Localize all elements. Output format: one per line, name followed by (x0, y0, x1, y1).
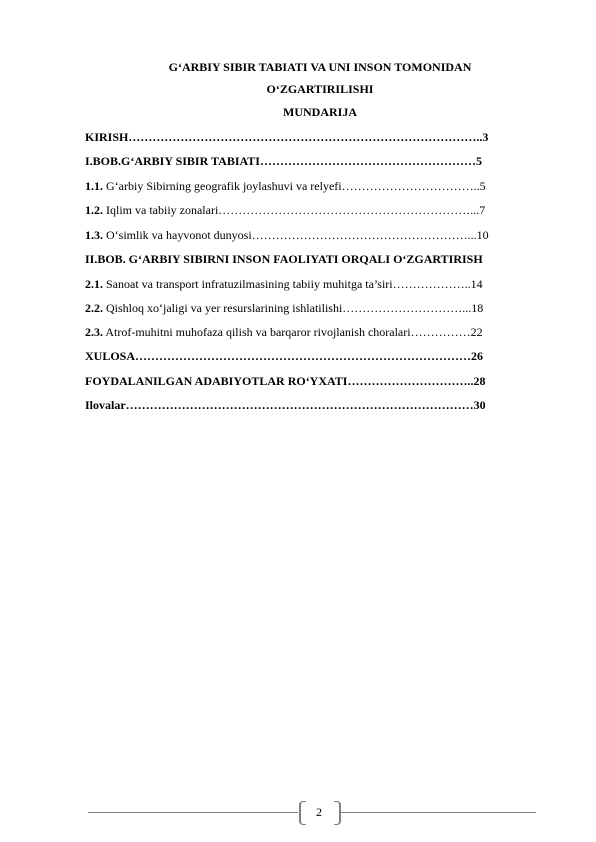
page-number: 2 (316, 805, 322, 819)
toc-entry-text: Qishloq xo‘jaligi va yer resurslarining ishlatilishi…………………………...18 (103, 301, 484, 315)
toc-entry-text: Ilovalar……………………………………………………………………………30 (85, 398, 486, 412)
toc-entry-number: 1.3. (85, 228, 103, 242)
toc-entry-text: Iqlim va tabiiy zonalari………………………………………………………...7 (103, 203, 486, 217)
toc-entry-kirish (85, 131, 488, 144)
toc-entry-xulosa (85, 350, 483, 363)
toc-entry-2-1 (85, 278, 483, 291)
toc-entry-text: G‘arbiy Sibirning geografik joylashuvi va relyefi……………………………..5 (103, 179, 486, 193)
toc-entry-text: KIRISH……………………………………………………………………………..3 (85, 130, 489, 144)
toc-entry-number: 1.1. (85, 179, 103, 193)
toc-entry-chapter-2 (85, 253, 483, 266)
toc-entry-2-3 (85, 326, 483, 339)
toc-entry-1-3 (85, 229, 489, 242)
toc-entry-number: 2.1. (85, 277, 103, 291)
toc-entry-text: FOYDALANILGAN ADABIYOTLAR RO‘YXATI…………………………..28 (85, 374, 486, 388)
toc-entry-text: Sanoat va transport infratuzilmasining tabiiy muhitga ta’siri………………..14 (103, 277, 483, 291)
contents-heading: MUNDARIJA (283, 105, 357, 119)
toc-entry-text: II.BOB. G‘ARBIY SIBIRNI INSON FAOLIYATI ORQALI O‘ZGARTIRISH (85, 252, 483, 266)
document-title-line-1: G‘ARBIY SIBIR TABIATI VA UNI INSON TOMONIDAN (168, 60, 472, 74)
toc-entry-1-1 (85, 180, 486, 193)
document-title-line-2: O‘ZGARTIRILISHI (266, 82, 374, 96)
toc-entry-1-2 (85, 204, 485, 217)
toc-entry-2-2 (85, 302, 483, 315)
footer-rule-right (340, 812, 536, 813)
toc-entry-text: I.BOB.G‘ARBIY SIBIR TABIATI………………………………………………5 (85, 154, 482, 168)
toc-entry-text: O‘simlik va hayvonot dunyosi………………………………………………...10 (103, 228, 489, 242)
toc-entry-number: 1.2. (85, 203, 103, 217)
page-number-bracket-right (334, 801, 341, 825)
footer-rule-left (88, 812, 298, 813)
toc-entry-text: XULOSA…………………………………………………………………………26 (85, 349, 484, 363)
toc-entry-number: 2.3. (85, 325, 103, 339)
toc-entry-text: Atrof-muhitni muhofaza qilish va barqaror rivojlanish choralari……………22 (103, 325, 483, 339)
toc-entry-appendices (85, 399, 486, 412)
toc-entry-number: 2.2. (85, 301, 103, 315)
toc-entry-chapter-1 (85, 155, 482, 168)
toc-entry-references (85, 375, 485, 388)
page-number-bracket-left (299, 801, 306, 825)
